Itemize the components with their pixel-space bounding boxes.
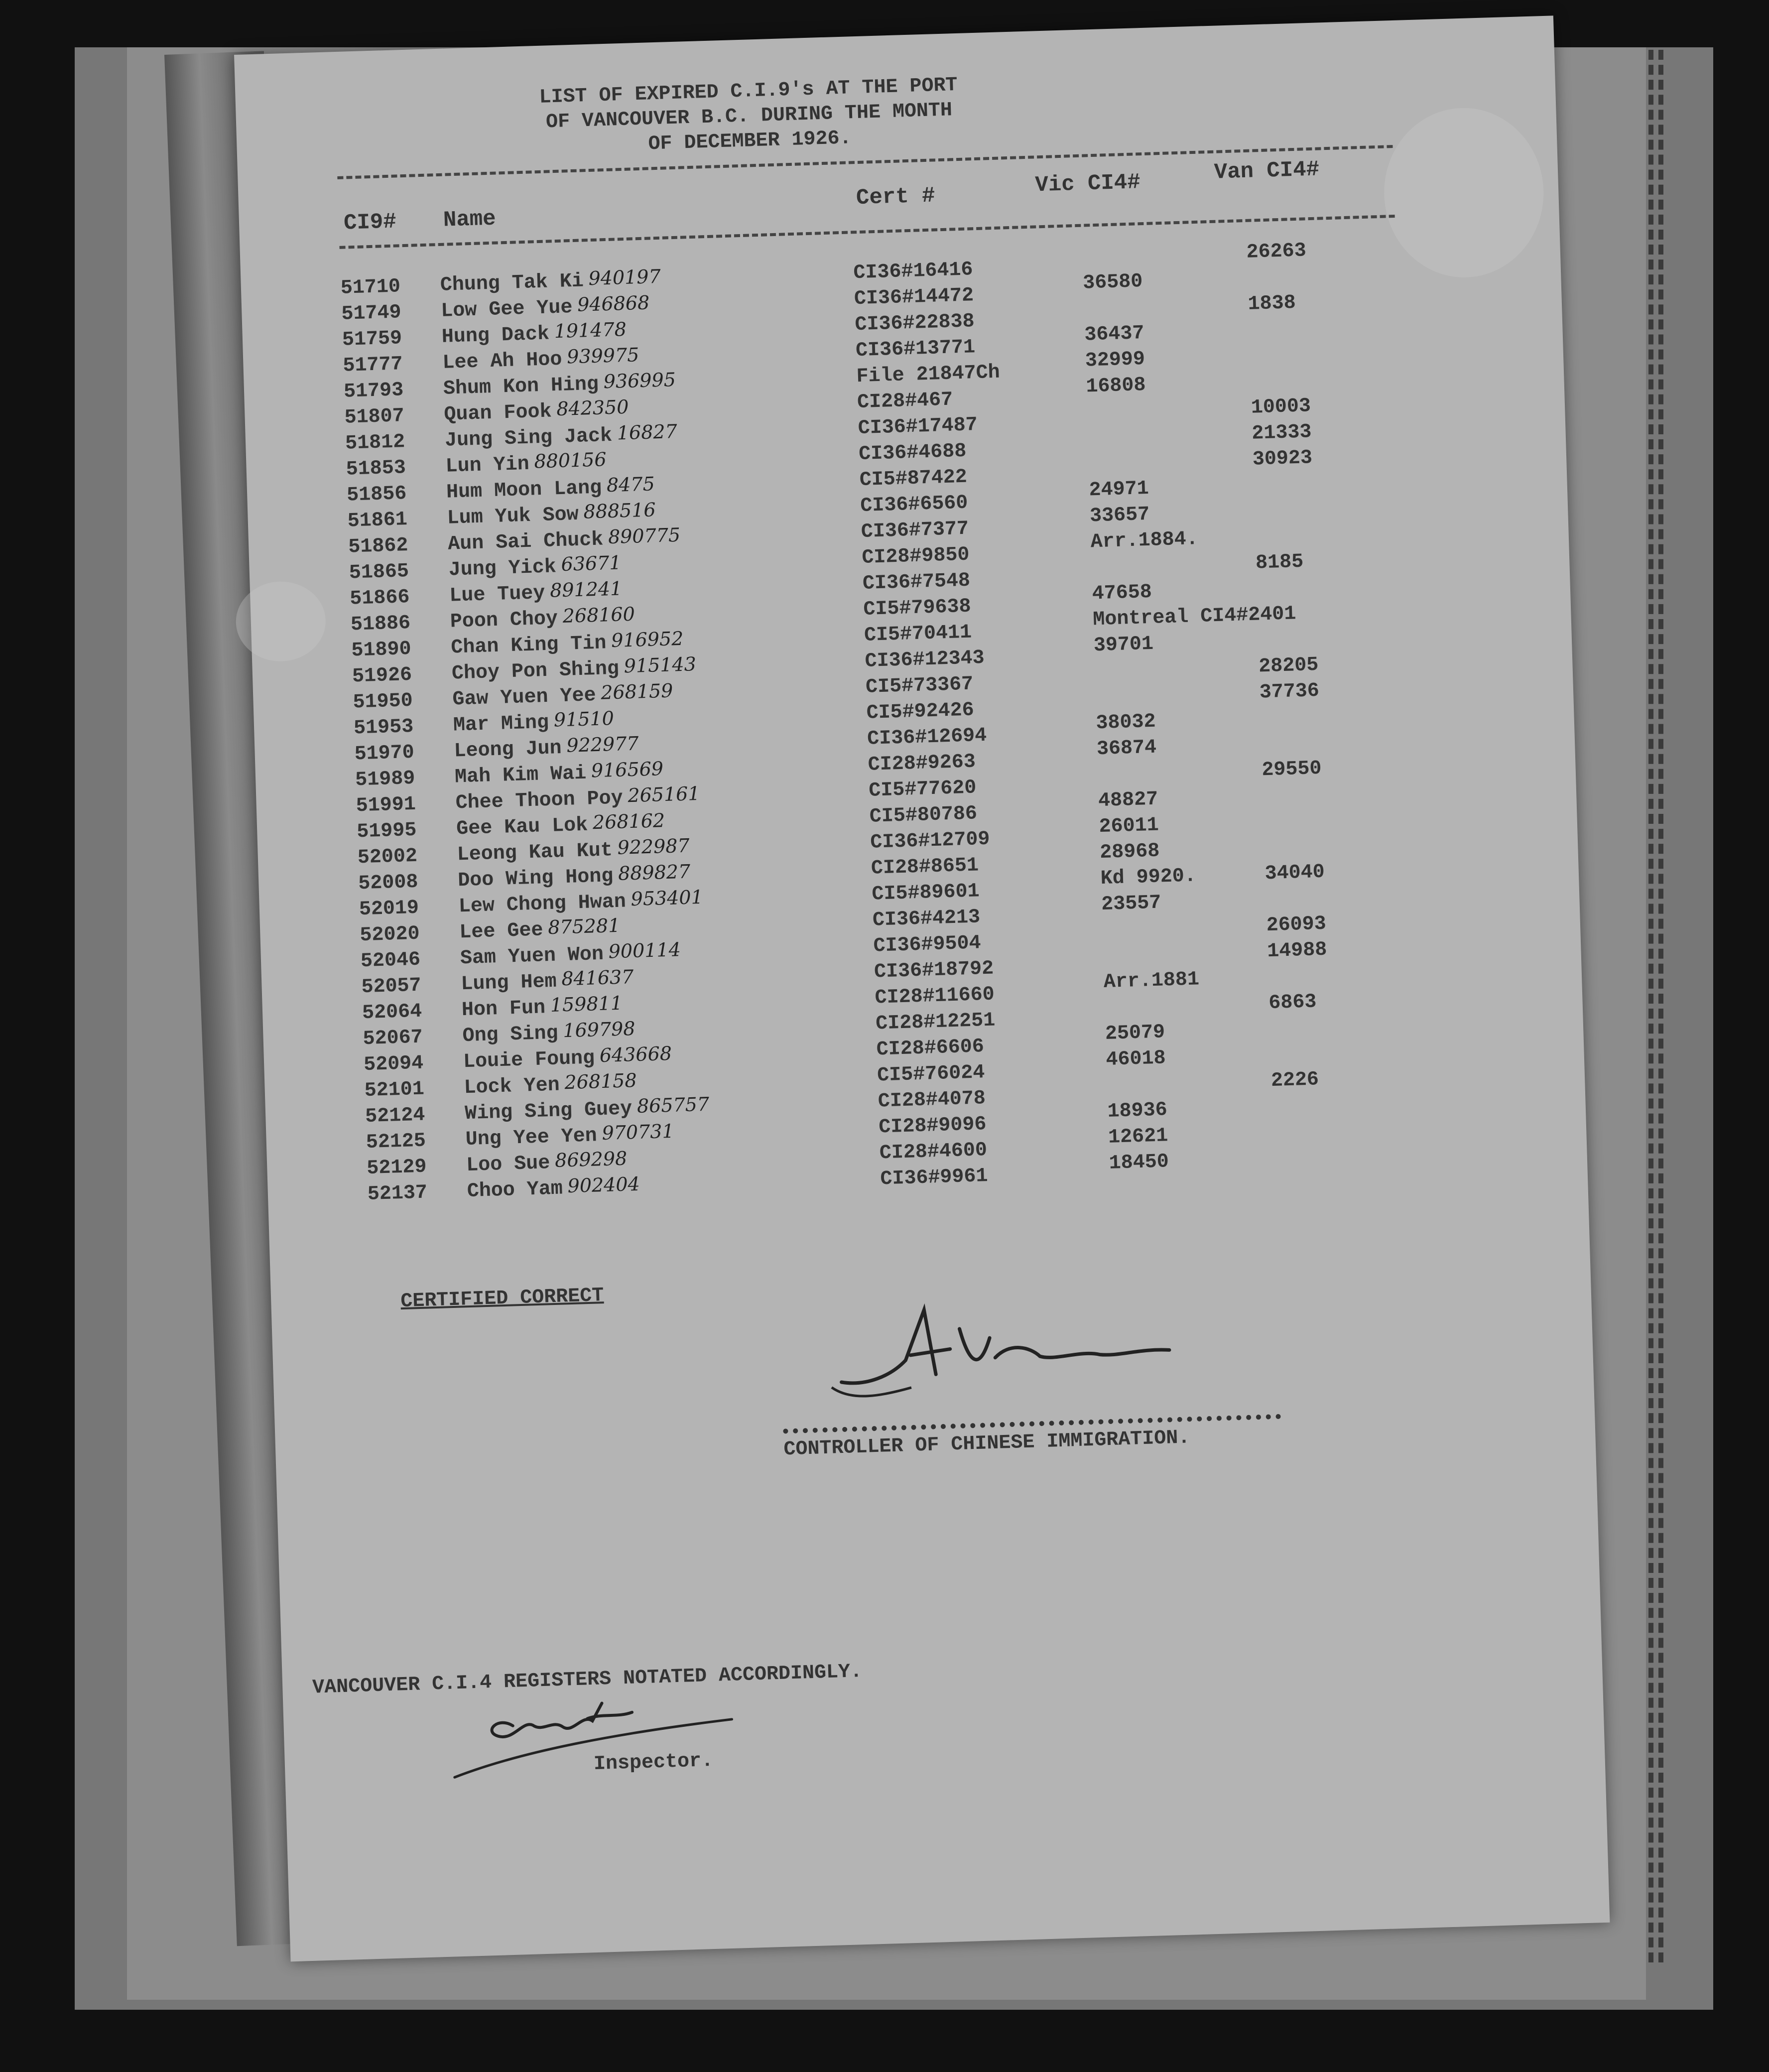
title-line-1: LIST OF EXPIRED C.I.9's AT THE PORT [539,74,958,109]
ci9-number: 51926 [352,663,412,688]
vic-ci4-number: 18450 [1109,1151,1169,1175]
person-name: Gee Kau Lok [456,814,588,841]
person-name: Lock Yen [464,1074,560,1100]
vic-ci4-number: 12621 [1108,1125,1168,1149]
ci9-number: 52008 [358,871,419,896]
certificate-number: CI5#80786 [869,802,978,828]
vic-ci4-number: 38032 [1095,710,1156,735]
vic-ci4-number: 16808 [1085,374,1146,398]
ci9-number: 52137 [367,1181,428,1206]
handwritten-number: 916569 [591,758,664,782]
certificate-number: CI28#9850 [861,543,970,570]
vic-ci4-number: 32999 [1085,348,1145,373]
person-name: Chan King Tin [450,632,607,659]
handwritten-number: 915143 [624,653,697,677]
person-name: Leong Jun [454,737,562,763]
controller-title: CONTROLLER OF CHINESE IMMIGRATION. [783,1426,1191,1461]
person-name: Sam Yuen Won [460,943,604,970]
vic-ci4-number: 33657 [1089,503,1150,528]
certificate-number: CI36#7548 [862,569,971,596]
vic-ci4-number: 47658 [1092,581,1152,606]
person-name: Chee Thoon Poy [455,787,624,815]
handwritten-number: 8475 [606,473,655,497]
ci9-number: 51995 [356,819,417,844]
handwritten-number: 268159 [600,679,673,704]
certificate-number: CI5#70411 [864,621,972,647]
certificate-number: CI28#4078 [878,1087,986,1113]
van-ci4-number: 29550 [1261,757,1322,782]
vic-ci4-number: 36874 [1096,736,1157,761]
header-cert: Cert # [856,183,936,211]
person-name: Gaw Yuen Yee [452,684,597,711]
vic-ci4-number: Montreal CI4#2401 [1092,603,1296,632]
certificate-number: CI36#18792 [874,957,994,984]
certificate-number: CI36#7377 [861,518,969,544]
ci9-number: 52125 [366,1130,426,1155]
ci9-number: 51970 [354,741,415,766]
certificate-number: CI28#9096 [878,1113,987,1139]
person-name: Wing Sing Guey [464,1098,632,1126]
van-ci4-number: 1838 [1248,291,1296,316]
person-name: Lun Yin [445,453,530,478]
certificate-number: CI5#92426 [866,699,975,725]
person-name: Loo Sue [466,1152,551,1177]
handwritten-number: 643668 [599,1042,672,1067]
certificate-number: CI36#6560 [860,492,969,518]
certificate-number: CI36#4688 [858,440,967,466]
handwritten-number: 159811 [550,992,623,1016]
handwritten-number: 91510 [553,707,615,731]
handwritten-number: 888516 [583,499,656,523]
certificate-number: CI36#17487 [858,414,978,440]
van-ci4-number: 34040 [1264,861,1325,886]
ci9-number: 52124 [365,1104,426,1129]
person-name: Lew Chong Hwan [458,891,627,918]
certificate-number: CI36#9504 [873,932,982,958]
handwritten-number: 891241 [549,577,623,602]
person-name: Doo Wing Hong [457,865,614,893]
controller-signature [819,1292,1221,1413]
handwritten-number: 268158 [564,1069,637,1094]
vic-ci4-number: Arr.1881 [1103,968,1200,994]
handwritten-number: 922987 [617,834,690,859]
person-name: Lung Hem [460,970,557,996]
ci9-number: 51807 [344,405,405,429]
person-name: Lum Yuk Sow [447,503,579,530]
person-name: Mar Ming [453,711,549,737]
ci9-number: 52020 [359,922,420,947]
certificate-number: CI5#77620 [868,777,977,802]
certificate-number: CI5#73367 [865,673,974,699]
person-name: Lee Ah Hoo [442,348,563,375]
ci9-number: 52002 [357,845,418,870]
handwritten-number: 169798 [562,1017,636,1042]
certificate-number: CI28#4600 [879,1139,988,1165]
ci9-number: 51950 [353,689,413,714]
person-name: Poon Choy [450,608,558,634]
certificate-number: CI28#11660 [875,983,995,1010]
handwritten-number: 63671 [560,551,622,575]
certificate-number: CI28#8651 [871,854,979,880]
ci9-number: 51759 [342,327,402,352]
vic-ci4-number: 36437 [1084,322,1145,347]
person-name: Lue Tuey [449,582,546,608]
vic-ci4-number: 26011 [1099,814,1159,839]
van-ci4-number: 8185 [1255,550,1304,575]
person-name: Hung Dack [441,323,550,349]
ci9-number: 51989 [355,767,415,792]
vic-ci4-number: 18936 [1107,1099,1168,1123]
ci9-number: 51856 [346,483,407,507]
ci9-number: 51812 [345,431,405,455]
person-name: Hum Moon Lang [446,477,602,504]
ci9-number: 51890 [351,638,412,662]
handwritten-number: 880156 [533,448,607,473]
ci9-number: 51749 [341,301,402,326]
certificate-number: CI36#12343 [865,647,985,673]
ci9-number: 52046 [360,948,421,973]
certificate-number: CI36#12694 [867,724,987,751]
person-name: Ong Sing [462,1022,559,1048]
handwritten-number: 940197 [588,265,661,290]
handwritten-number: 16827 [617,420,678,444]
ci9-number: 51710 [340,275,401,300]
certificate-number: CI28#9263 [868,751,976,777]
person-name: Jung Sing Jack [444,424,613,452]
header-van: Van CI4# [1214,157,1320,185]
ci9-number: 51865 [349,560,409,585]
van-ci4-number: 2226 [1270,1068,1319,1093]
certificate-number: CI36#12709 [870,828,991,854]
vic-ci4-number: Arr.1884. [1090,528,1199,554]
handwritten-number: 265161 [627,782,701,807]
handwritten-number: 953401 [630,886,704,910]
header-vic: Vic CI4# [1034,170,1141,198]
van-ci4-number: 21333 [1251,421,1312,445]
ci9-number: 51853 [346,457,406,481]
certificate-number: CI5#89601 [871,880,980,906]
header-name: Name [443,206,497,233]
header-rule-bottom [339,215,1394,249]
person-name: Mah Kim Wai [454,762,587,789]
ci9-number: 51793 [343,379,404,403]
title-line-3: OF DECEMBER 1926. [647,127,852,156]
certificate-number: CI36#16416 [853,259,974,285]
handwritten-number: 842350 [556,395,630,420]
van-ci4-number: 28205 [1258,653,1319,678]
ci9-number: 51862 [348,534,409,559]
document-title [449,71,1049,163]
van-ci4-number: 6863 [1268,991,1317,1015]
van-ci4-number: 14988 [1266,938,1327,963]
ci9-number: 51861 [347,509,408,533]
handwritten-number: 890775 [608,523,681,548]
person-name: Louie Foung [463,1047,595,1074]
ci9-number: 52057 [361,974,422,999]
ci9-number: 51866 [349,586,410,611]
header-ci9: CI9# [343,209,397,236]
ci9-number: 52101 [364,1078,425,1103]
person-name: Choy Pon Shing [451,657,620,685]
handwritten-number: 875281 [547,914,621,939]
handwritten-number: 970731 [601,1120,675,1145]
person-name: Ung Yee Yen [465,1125,598,1152]
person-name: Jung Yick [448,556,557,582]
handwritten-number: 939975 [566,344,639,368]
handwritten-number: 869298 [554,1147,628,1171]
certificate-number: CI36#9961 [880,1165,989,1191]
handwritten-number: 946868 [577,291,650,316]
inspector-label: Inspector. [593,1749,714,1776]
ci9-number: 52019 [359,897,419,921]
ci9-number: 52067 [363,1026,423,1051]
vic-ci4-number: 28968 [1099,840,1160,865]
van-ci4-number: 26263 [1246,240,1307,264]
person-name: Chung Tak Ki [440,270,584,297]
vic-ci4-number: 24971 [1089,477,1149,502]
certified-correct: CERTIFIED CORRECT [400,1285,604,1313]
title-line-2: OF VANCOUVER B.C. DURING THE MONTH [545,99,953,134]
person-name: Aun Sai Chuck [447,528,604,556]
vic-ci4-number: 36580 [1082,270,1143,295]
certificate-number: CI36#14472 [854,284,974,311]
handwritten-number: 936995 [603,368,676,393]
handwritten-number: 865757 [636,1093,710,1117]
person-name: Shum Kon Hing [443,373,599,400]
records-table [340,240,1463,1208]
certificate-number: CI28#12251 [875,1009,996,1036]
handwritten-number: 889827 [618,860,691,885]
certificate-number: CI28#6606 [876,1036,985,1061]
handwritten-number: 922977 [566,732,639,757]
certificate-number: CI36#13771 [855,336,976,363]
vic-ci4-number: 25079 [1105,1021,1165,1045]
person-name: Lee Gee [459,919,544,944]
person-name: Low Gee Yue [440,296,573,323]
certificate-number: CI36#22838 [854,310,975,337]
certificate-number: CI5#87422 [859,466,968,492]
handwritten-number: 916952 [611,627,684,652]
certificate-number: CI5#76024 [877,1061,986,1087]
right-dashed-border-2 [1658,50,1663,1962]
vic-ci4-number: 23557 [1101,892,1162,916]
right-dashed-border [1648,50,1653,1962]
person-name: Leong Kau Kut [457,839,613,867]
van-ci4-number: 30923 [1252,447,1313,471]
ci9-number: 51991 [356,793,416,818]
ci9-number: 51886 [350,612,411,637]
certificate-number: CI36#4213 [872,906,981,932]
handwritten-number: 268160 [562,603,635,627]
vic-ci4-number: 46018 [1105,1047,1166,1071]
ci9-number: 52064 [362,1000,422,1025]
vic-ci4-number: Kd 9920. [1100,865,1197,891]
handwritten-number: 268162 [592,809,665,834]
handwritten-number: 900114 [608,938,681,963]
vic-ci4-number: 39701 [1093,633,1154,657]
ci9-number: 51777 [342,353,403,378]
person-name: Hon Fun [461,997,546,1022]
person-name: Choo Yam [467,1177,563,1203]
vic-ci4-number: 48827 [1098,788,1158,813]
signature-line [783,1414,1281,1434]
registers-notated: VANCOUVER C.I.4 REGISTERS NOTATED ACCORDINGLY. [312,1661,863,1699]
document-page [234,15,1610,1961]
van-ci4-number: 10003 [1251,395,1311,419]
certificate-number: File 21847Ch [856,361,1001,388]
person-name: Quan Fook [443,400,552,426]
ci9-number: 52094 [363,1052,424,1077]
certificate-number: CI5#79638 [863,595,972,621]
ci9-number: 52129 [366,1156,427,1180]
handwritten-number: 902404 [567,1172,640,1197]
van-ci4-number: 37736 [1259,679,1320,704]
handwritten-number: 841637 [561,966,634,990]
handwritten-number: 191478 [554,318,627,343]
certificate-number: CI28#467 [857,388,953,414]
ci9-number: 51953 [353,715,414,740]
van-ci4-number: 26093 [1266,912,1327,937]
